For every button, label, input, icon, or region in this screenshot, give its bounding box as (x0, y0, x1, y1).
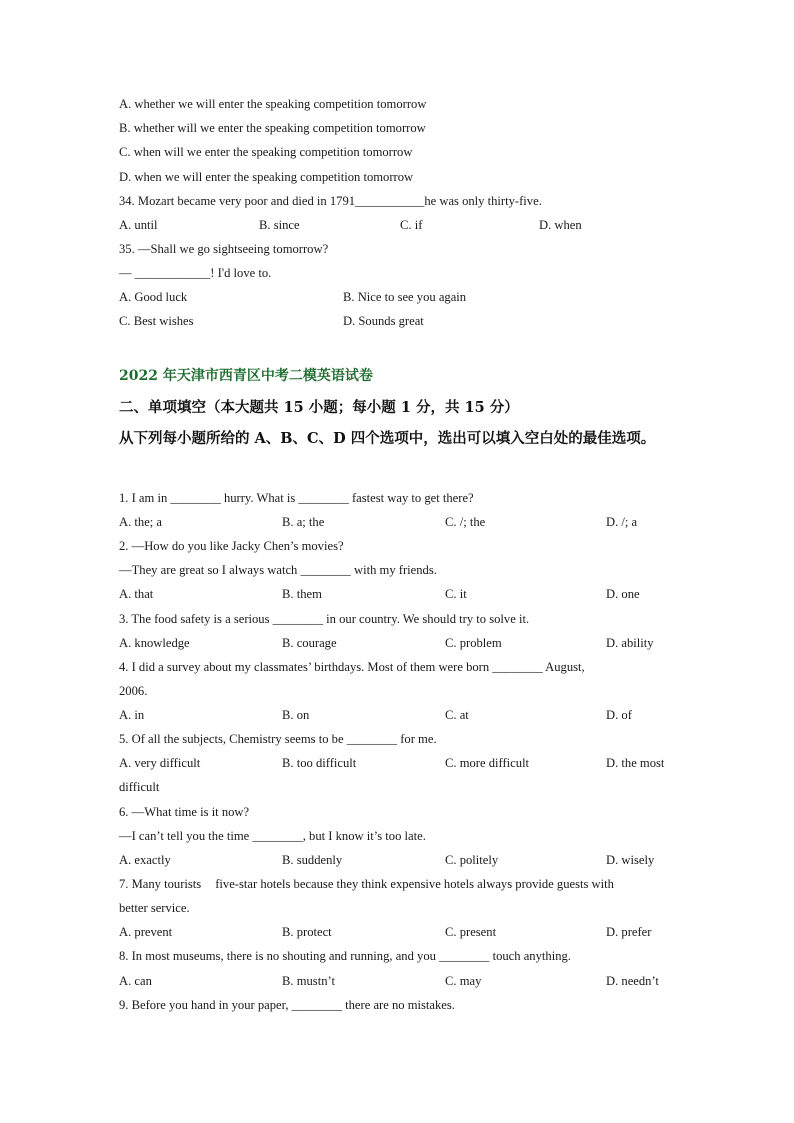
q3-option-b: B. courage (282, 636, 337, 650)
q2-option-d: D. one (606, 587, 640, 601)
q6-option-c: C. politely (445, 853, 499, 867)
q7-option-a: A. prevent (119, 925, 173, 939)
q35-stem: 35. —Shall we go sightseeing tomorrow? (119, 242, 329, 256)
q8-option-a: A. can (119, 974, 152, 988)
q8-options (119, 969, 684, 993)
q2-option-a: A. that (119, 587, 154, 601)
q34-option-b: B. since (259, 218, 300, 232)
q5-option-a: A. very difficult (119, 756, 201, 770)
q34-option-d: D. when (539, 218, 582, 232)
q6-stem: 6. —What time is it now? (119, 805, 250, 819)
q5-stem: 5. Of all the subjects, Chemistry seems to be ________ for me. (119, 732, 437, 746)
q4-stem: 4. I did a survey about my classmates’ birthdays. Most of them were born ________ August, (119, 660, 585, 674)
q35-options-row2 (119, 309, 684, 333)
q3-options (119, 631, 684, 655)
q33-option-a: A. whether we will enter the speaking competition tomorrow (119, 97, 427, 111)
q34-option-c: C. if (400, 218, 423, 232)
q5-options (119, 751, 684, 775)
q35-option-c: C. Best wishes (119, 314, 194, 328)
q1-option-b: B. a; the (282, 515, 325, 529)
q3-option-c: C. problem (445, 636, 502, 650)
q2-option-c: C. it (445, 587, 467, 601)
q6-option-d: D. wisely (606, 853, 655, 867)
section-title: 二、单项填空（本大题共 15 小题；每小题 1 分，共 15 分） (119, 399, 519, 416)
q8-option-d: D. needn’t (606, 974, 659, 988)
q33-option-c: C. when will we enter the speaking competition tomorrow (119, 145, 413, 159)
q4-option-a: A. in (119, 708, 145, 722)
q5-option-b: B. too difficult (282, 756, 357, 770)
q2-stem: 2. —How do you like Jacky Chen’s movies? (119, 539, 344, 553)
q33-option-b: B. whether will we enter the speaking competition tomorrow (119, 121, 426, 135)
q3-stem: 3. The food safety is a serious ________ in our country. We should try to solve it. (119, 612, 530, 626)
section-instruction: 从下列每小题所给的 A、B、C、D 四个选项中，选出可以填入空白处的最佳选项。 (119, 430, 656, 447)
q35-response: — ____________! I'd love to. (119, 266, 272, 280)
q34-option-a: A. until (119, 218, 158, 232)
q1-option-d: D. /; a (606, 515, 638, 529)
q35-option-b: B. Nice to see you again (343, 290, 467, 304)
q9-stem: 9. Before you hand in your paper, ________ there are no mistakes. (119, 998, 455, 1012)
q35-option-d: D. Sounds great (343, 314, 424, 328)
q8-option-b: B. mustn’t (282, 974, 335, 988)
q7-option-b: B. protect (282, 925, 332, 939)
q3-option-a: A. knowledge (119, 636, 190, 650)
q8-stem: 8. In most museums, there is no shouting and running, and you ________ touch anything. (119, 949, 571, 963)
q4-stem-cont: 2006. (119, 684, 148, 698)
q4-options (119, 703, 684, 727)
q7-stem-cont: better service. (119, 901, 190, 915)
q7-option-d: D. prefer (606, 925, 652, 939)
q35-options-row1 (119, 285, 684, 309)
q2-options (119, 582, 684, 606)
q2-option-b: B. them (282, 587, 322, 601)
q7-option-c: C. present (445, 925, 497, 939)
q8-option-c: C. may (445, 974, 482, 988)
q5-option-d-wrap: difficult (119, 780, 160, 794)
q1-stem: 1. I am in ________ hurry. What is ________ fastest way to get there? (119, 491, 474, 505)
q6-response: —I can’t tell you the time ________, but I know it’s too late. (119, 829, 426, 843)
q4-option-d: D. of (606, 708, 632, 722)
q3-option-d: D. ability (606, 636, 654, 650)
q7-stem-start: 7. Many tourists (119, 877, 202, 891)
q5-option-d: D. the most (606, 756, 665, 770)
q6-option-b: B. suddenly (282, 853, 343, 867)
exam-title: 2022 年天津市西青区中考二模英语试卷 (119, 368, 373, 384)
q1-options (119, 510, 684, 534)
q6-option-a: A. exactly (119, 853, 171, 867)
q4-option-c: C. at (445, 708, 469, 722)
q6-options (119, 848, 684, 872)
q7-stem-end: five-star hotels because they think expensive hotels always provide guests with (215, 877, 614, 891)
q7-options (119, 920, 684, 944)
q1-option-a: A. the; a (119, 515, 163, 529)
q33-option-d: D. when we will enter the speaking competition tomorrow (119, 170, 414, 184)
q2-response: —They are great so I always watch ________ with my friends. (119, 563, 437, 577)
q7-stem (119, 872, 684, 896)
q1-option-c: C. /; the (445, 515, 486, 529)
q34-options (119, 213, 684, 237)
q4-option-b: B. on (282, 708, 310, 722)
q5-option-c: C. more difficult (445, 756, 530, 770)
q35-option-a: A. Good luck (119, 290, 188, 304)
q34-stem: 34. Mozart became very poor and died in 1791___________he was only thirty-five. (119, 194, 542, 208)
